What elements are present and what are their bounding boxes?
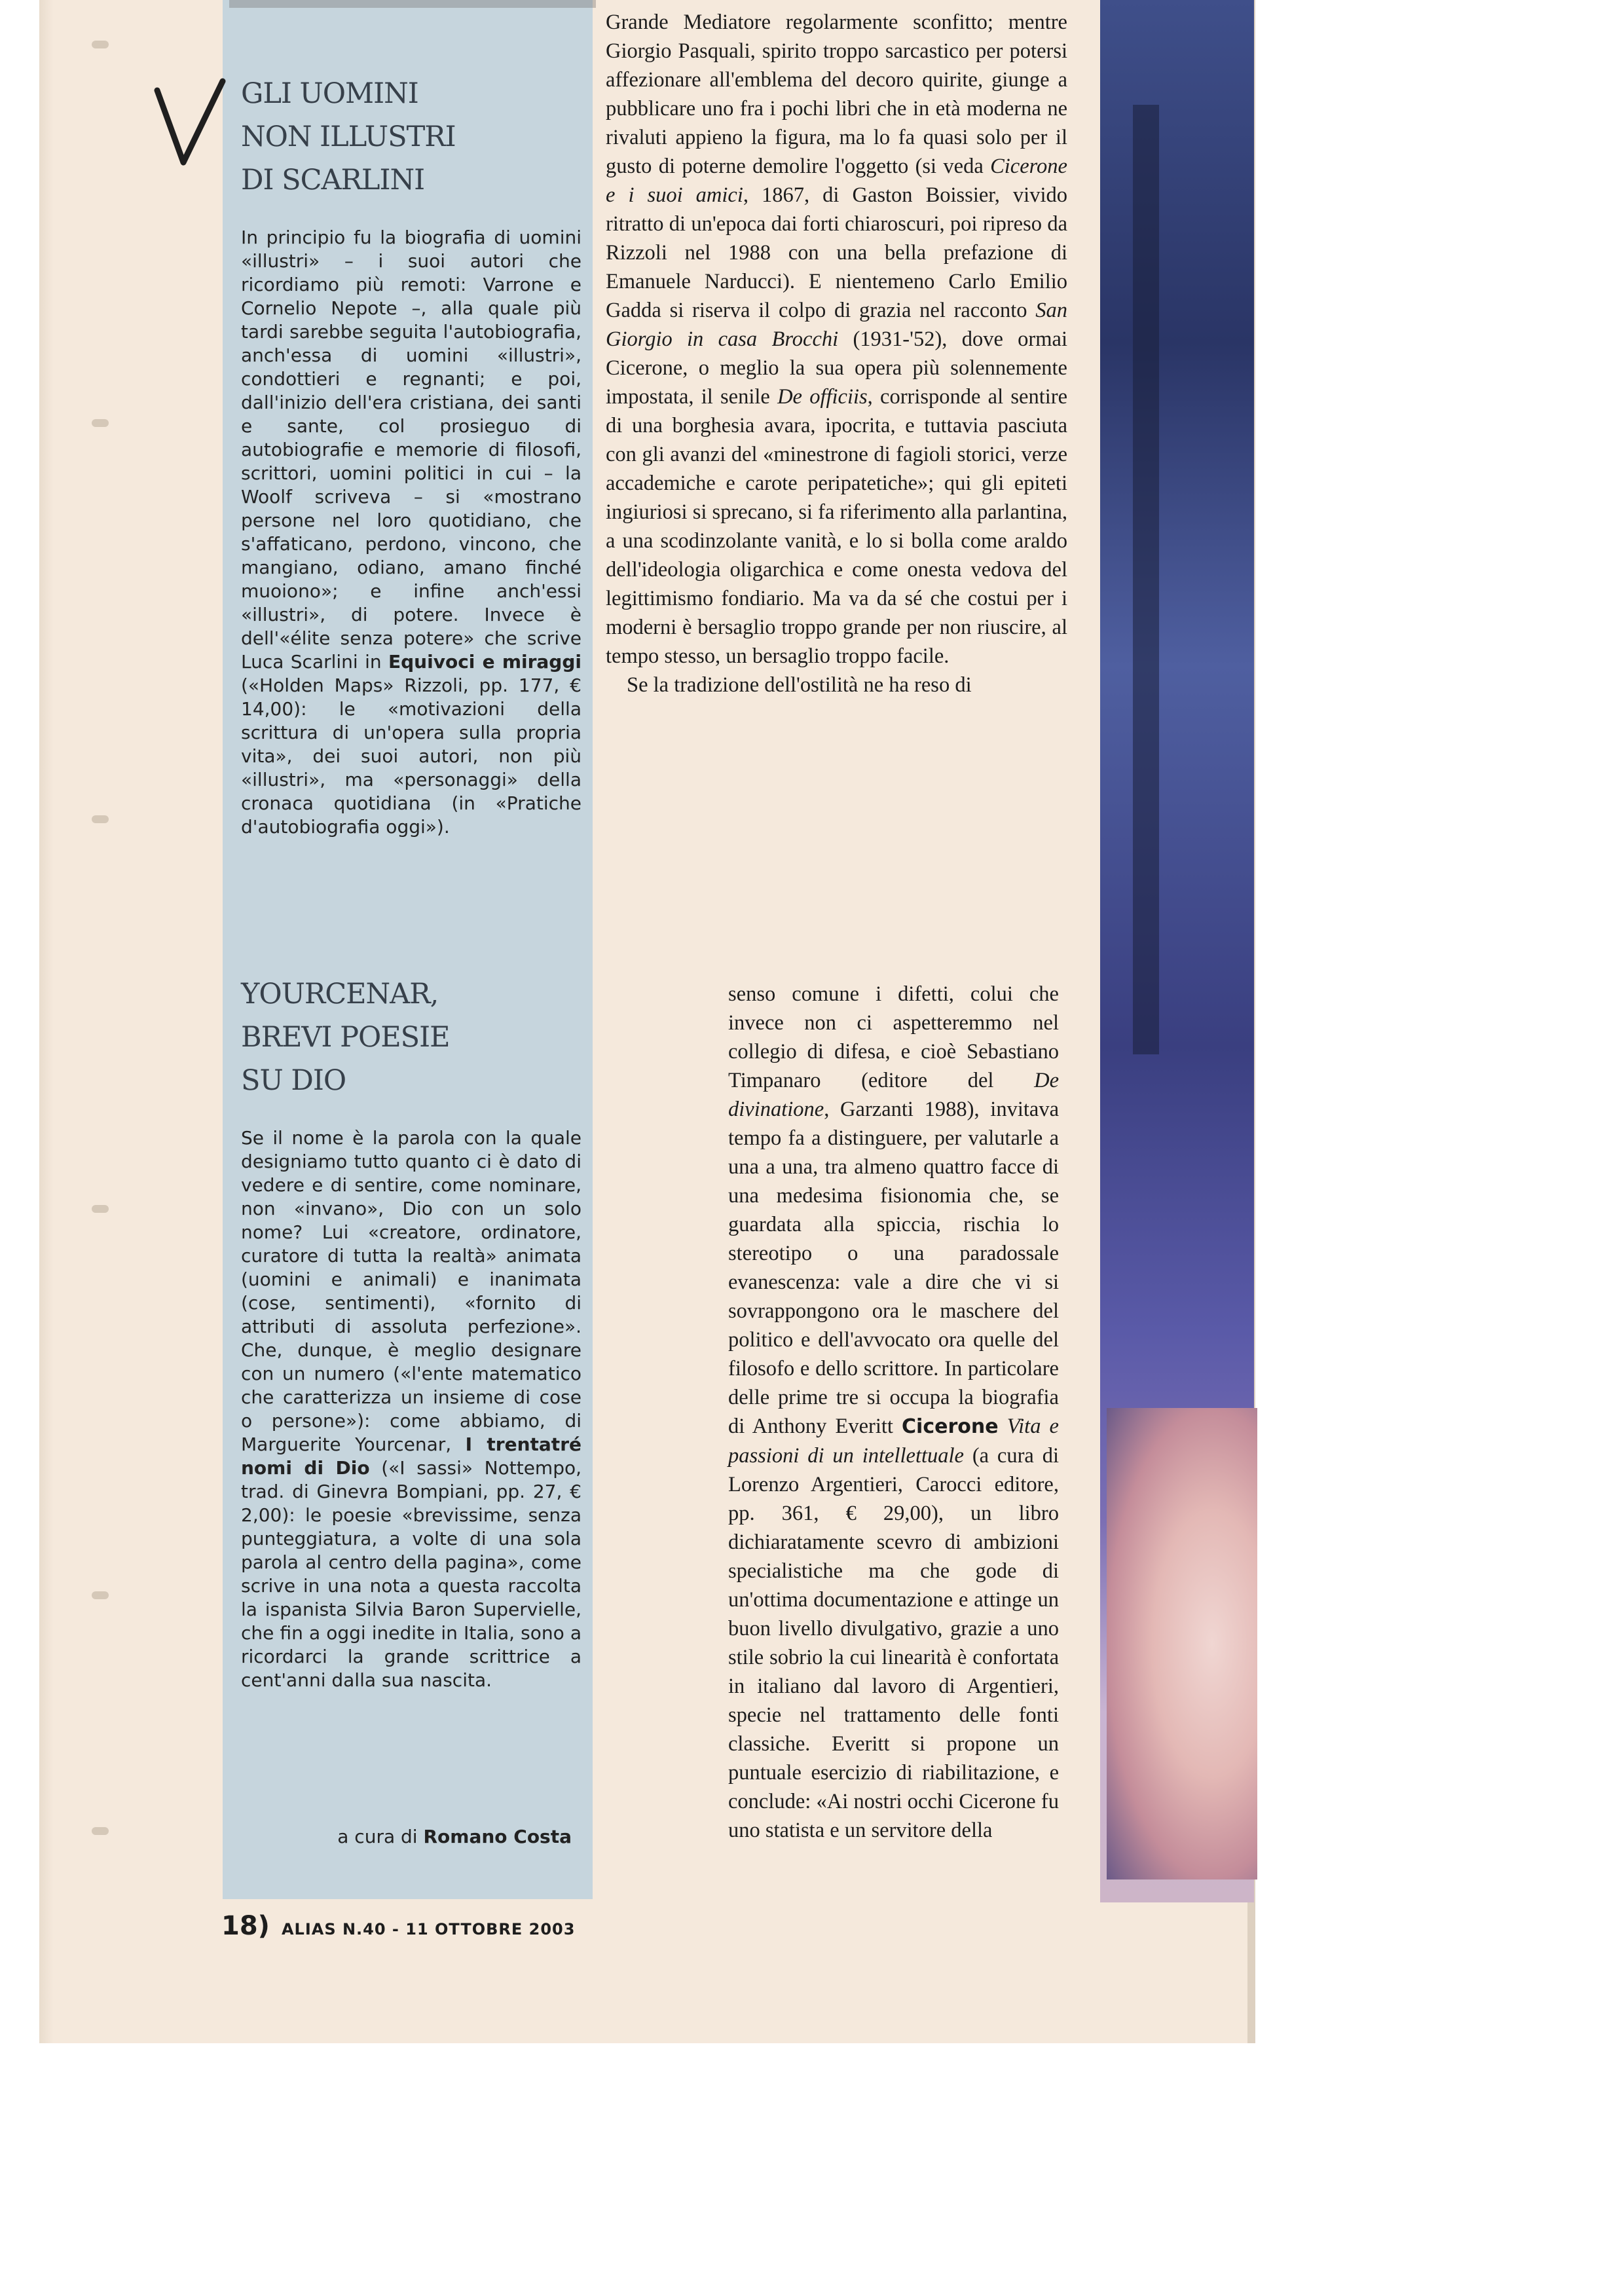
byline-author: Romano Costa — [423, 1826, 572, 1847]
body-text: Se il nome è la parola con la quale designiamo tutto quanto ci è dato di vedere e di sentire, come nominare, non «invano», Dio con un solo nome? Lui «creatore, ordinatore, curatore di tutta la realtà» animata (uomini e animali) e inanimata (cose, sentimenti), «fornito di attributi di assoluta perfezione». Che, dunque, è meglio designare con un numero («l'ente matematico che caratterizza un insieme di cose o persone»): come abbiamo, di Marguerite Yourcenar, — [241, 1127, 581, 1455]
article-text: senso comune i difetti, colui che invece non ci aspetteremmo nel collegio di difesa, e cioè Sebastiano Timpanaro (editore del — [728, 982, 1059, 1092]
article-text: (a cura di Lorenzo Argentieri, Carocci editore, pp. 361, € 29,00), un libro dichiaratamente scevro di ambizioni specialistiche ma che gode di un'ottima documentazione e attinge un buon livello divulgativo, grazie a uno stile sobrio la cui linearità è confortata in italiano dal lavoro di Argentieri, specie nel trattamento delle fonti classiche. Everitt si propone un puntuale esercizio di riabilitazione, e conclude: «Ai nostri occhi Cicerone fu uno statista e un servitore della — [728, 1444, 1059, 1842]
paper-edge — [39, 0, 54, 2043]
page-number: 18) — [221, 1911, 270, 1941]
punch-hole — [92, 1205, 109, 1213]
body-text: («I sassi» Nottempo, trad. di Ginevra Bompiani, pp. 27, € 2,00): le poesie «brevissime, senza punteggiatura, a volte di una sola parola al centro della pagina», come scrive in una nota a questa raccolta la ispanista Silvia Baron Supervielle, che fin a oggi inedite in Italia, sono a ricordarci la grande scrittrice a cent'anni dalla sua nascita. — [241, 1457, 582, 1691]
punch-hole — [92, 41, 109, 48]
article-text: , corrisponde al sentire di una borghesia avara, ipocrita, e tuttavia pasciuta con gli avanzi del «minestrone di fagioli storici, verze accademiche e carote peripatetiche»; qui gli epiteti ingiuriosi si sprecano, si fa riferimento alla parlantina, a una scodinzolante vanità, e lo si bolla come araldo dell'ideologia oligarchica e come onesta vedova del legittimismo fondiario. Ma va da sé che costui per i moderni è bersaglio troppo grande per non riuscire, al tempo stesso, un bersaglio troppo facile. — [606, 385, 1068, 668]
photo-shadow — [1133, 105, 1159, 1054]
article-column — [606, 8, 1067, 699]
running-footer: ALIAS N.40 - 11 OTTOBRE 2003 — [281, 1920, 576, 1938]
sidebar-body-yourcenar — [241, 1126, 581, 1692]
punch-hole — [92, 1827, 109, 1835]
byline-prefix: a cura di — [337, 1826, 424, 1847]
sidebar-heading-yourcenar: YOURCENAR, BREVI POESIE SU DIO — [241, 978, 450, 1097]
sidebar-heading-scarlini: GLI UOMINI NON ILLUSTRI DI SCARLINI — [241, 77, 456, 196]
byline — [241, 1826, 572, 1847]
article-paragraph — [606, 8, 1067, 671]
punch-hole — [92, 1591, 109, 1599]
body-text: In principio fu la biografia di uomini «illustri» – i suoi autori che ricordiamo più remoti: Varrone e Cornelio Nepote –, alla quale più tardi sarebbe seguita l'autobiografia, anch'essa di uomini «illustri», condottieri e regnanti; e poi, dall'inizio dell'era cristiana, dei santi e sante, col prosieguo di autobiografie e memorie di filosofi, scrittori, uomini politici in cui – la Woolf scriveva – si «mostrano persone nel loro quotidiano, che s'affaticano, perdono, vincono, che mangiano, odiano, amano finché muoiono»; e infine anch'essi «illustri», di potere. Invece è dell'«élite senza potere» che scrive Luca Scarlini in — [241, 227, 581, 673]
book-subtitle: Vita e passioni di un intellettuale — [728, 1415, 1059, 1468]
book-title: Equivoci e miraggi — [388, 651, 581, 673]
article-paragraph: Se la tradizione dell'ostilità ne ha reso di — [627, 673, 972, 697]
handwritten-check-icon — [152, 77, 231, 189]
photo-face — [1107, 1408, 1257, 1879]
page-footer — [221, 1911, 575, 1941]
story-title: San Giorgio in casa Brocchi — [606, 299, 1067, 351]
punch-hole — [92, 815, 109, 823]
article-column-narrow — [728, 980, 1059, 1845]
book-title: I trentatré nomi di Dio — [241, 1434, 581, 1479]
punch-hole — [92, 419, 109, 427]
sidebar-body-scarlini — [241, 226, 581, 839]
work-title: De divinatione — [728, 1069, 1059, 1121]
article-paragraph — [728, 980, 1059, 1845]
book-title: Cicerone e i suoi amici — [606, 155, 1067, 207]
article-text: (1931-'52), dove ormai Cicerone, o meglio la sua opera più solennemente impostata, il senile — [606, 327, 1067, 409]
book-title: Cicerone — [902, 1415, 999, 1438]
cropped-text-top — [229, 0, 596, 8]
body-text: («Holden Maps» Rizzoli, pp. 177, € 14,00): le «motivazioni della scrittura di un'opera sulla propria vita», dei suoi autori, non più «illustri», ma «personaggi» della cronaca quotidiana (in «Pratiche d'autobiografia oggi»). — [241, 675, 581, 838]
article-text: , 1867, di Gaston Boissier, vivido ritratto di un'epoca dai forti chiaroscuri, poi ripreso da Rizzoli nel 1988 con una bella prefazione di Emanuele Narducci). E nientemeno Carlo Emilio Gadda si riserva il colpo di grazia nel racconto — [606, 183, 1067, 322]
article-text: Grande Mediatore regolarmente sconfitto; mentre Giorgio Pasquali, spirito troppo sarcastico per potersi affezionare all'emblema del decoro quirite, giunge a pubblicare uno fra i pochi libri che in età moderna ne rivaluti appieno la figura, ma lo fa quasi solo per il gusto di poterne demolire l'oggetto (si veda — [606, 10, 1067, 178]
article-text: , Garzanti 1988), invitava tempo fa a distinguere, per valutarle a una a una, tra almeno quattro facce di una medesima fisionomia che, se guardata alla spiccia, rischia lo stereotipo o una paradossale evanescenza: vale a dire che vi si sovrappongono ora le maschere del politico e dell'avvocato ora quelle del filosofo e dello scrittore. In particolare delle prime tre si occupa la biografia di Anthony Everitt — [728, 1098, 1059, 1438]
work-title: De officiis — [777, 385, 868, 409]
